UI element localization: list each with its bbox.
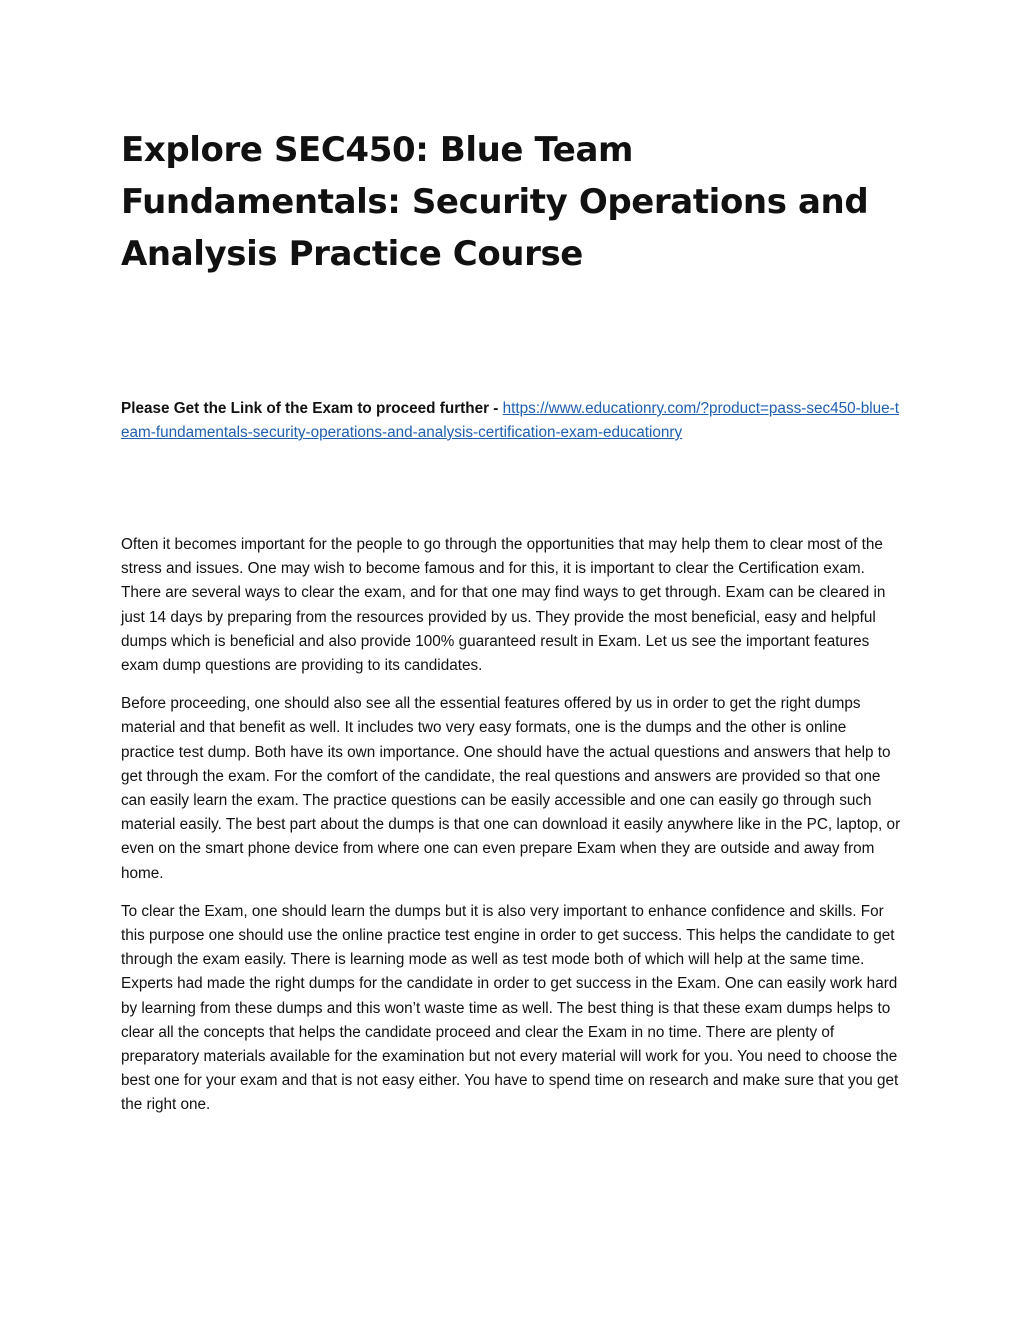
paragraph-2: Before proceeding, one should also see all the essential features offered by us in order to get the right dumps material and that benefit as well. It includes two very easy formats, one is the dumps and the other is online practice test dump. Both have its own importance. One should have the actual questions and answers that help to get through the exam. For the comfort of the candidate, the real questions and answers are provided so that one can easily learn the exam. The practice questions can be easily accessible and one can easily go through such material easily. The best part about the dumps is that one can download it easily anywhere like in the PC, laptop, or even on the smart phone device from where one can even prepare Exam when they are outside and away from home.: [121, 695, 901, 882]
link-prefix-text: Please Get the Link of the Exam to proceed further -: [121, 400, 503, 417]
exam-link-paragraph: [121, 397, 904, 445]
paragraph-1: Often it becomes important for the people to go through the opportunities that may help them to clear most of the stress and issues. One may wish to become famous and for this, it is important to clear the Certification exam. There are several ways to clear the exam, and for that one may find ways to get through. Exam can be cleared in just 14 days by preparing from the resources provided by us. They provide the most beneficial, easy and helpful dumps which is beneficial and also provide 100% guaranteed result in Exam. Let us see the important features exam dump questions are providing to its candidates.: [121, 536, 886, 675]
paragraph-3: To clear the Exam, one should learn the dumps but it is also very important to enhance confidence and skills. For this purpose one should use the online practice test engine in order to get success. This helps the candidate to get through the exam easily. There is learning mode as well as test mode both of which will help at the same time. Experts had made the right dumps for the candidate in order to get success in the Exam. One can easily work hard by learning from these dumps and this won’t waste time as well. The best thing is that these exam dumps helps to clear all the concepts that helps the candidate proceed and clear the Exam in no time. There are plenty of preparatory materials available for the examination but not every material will work for you. You need to choose the best one for your exam and that is not easy either. You have to spend time on research and make sure that you get the right one.: [121, 902, 899, 1114]
exam-link[interactable]: https://www.educationry.com/?product=pass-sec450-blue-team-fundamentals-security-operations-and-analysis-certification-exam-educationry: [121, 400, 900, 441]
body-text: [121, 533, 904, 1132]
page-title: Explore SEC450: Blue Team Fundamentals: Security Operations and Analysis Practice Course: [121, 130, 869, 274]
